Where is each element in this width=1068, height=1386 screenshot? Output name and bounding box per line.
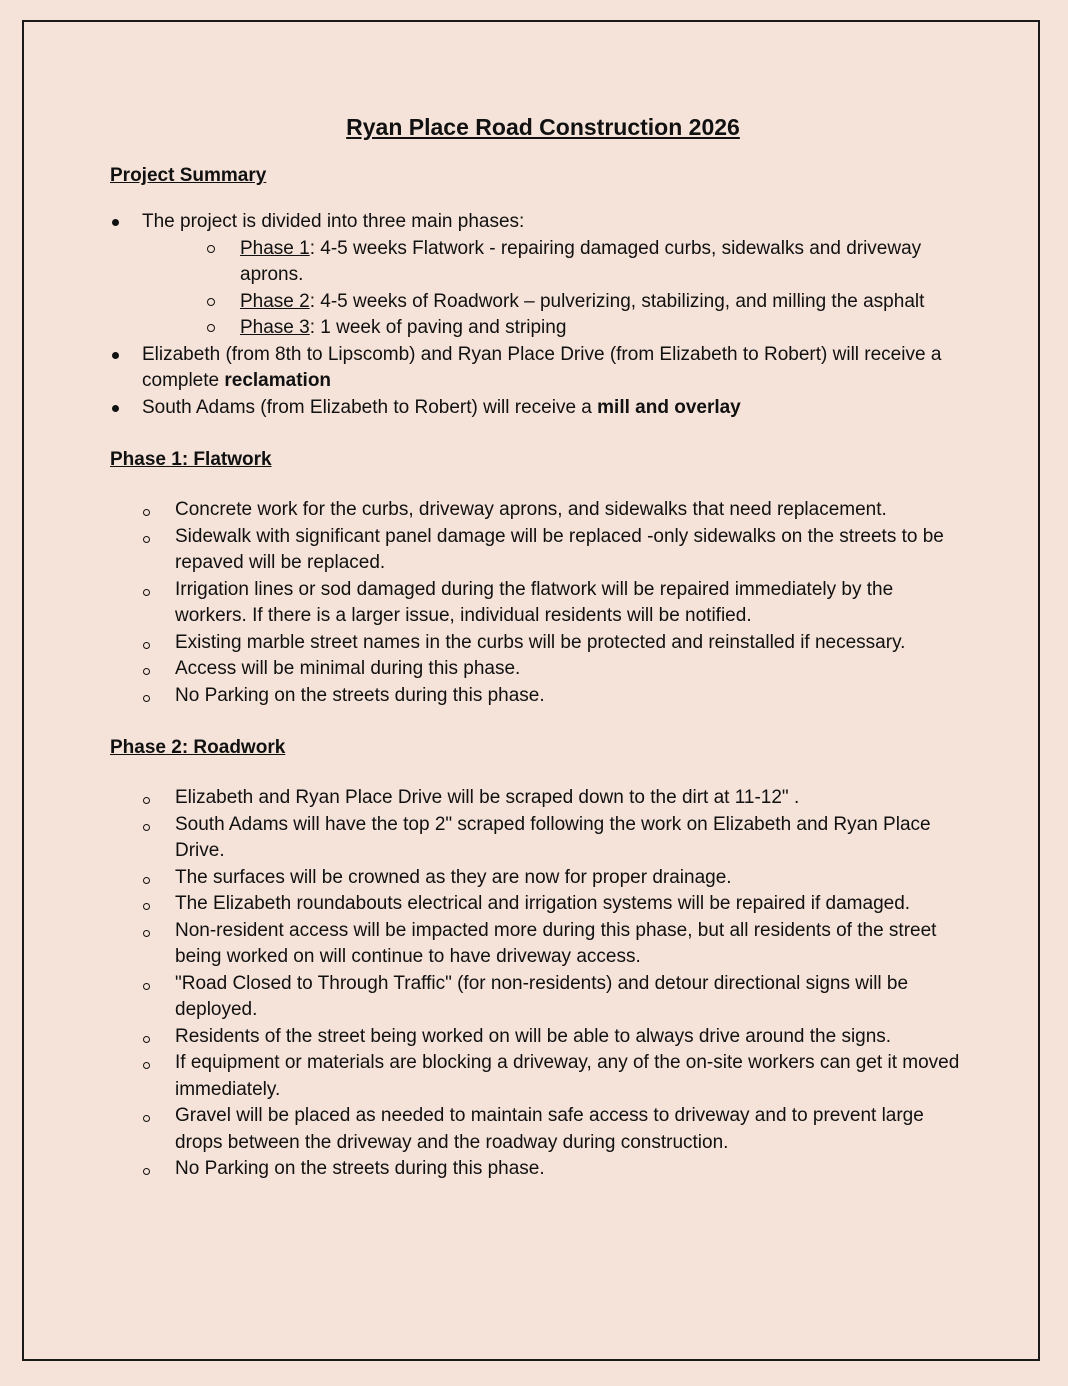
phase-1-heading: Phase 1: Flatwork [110,449,272,470]
list-item: Sidewalk with significant panel damage will be replaced -only sidewalks on the streets to be repaved will be replaced. [175,524,970,577]
summary-intro: The project is divided into three main phases: [142,211,525,232]
list-item: Residents of the street being worked on will be able to always drive around the signs. [175,1024,970,1051]
phase-2-label: Phase 2 [240,290,310,312]
phase-1-item [207,236,970,289]
phase-3-item [207,315,970,342]
phase-1-list [110,497,970,709]
document-body [110,112,970,1183]
summary-list [110,209,970,421]
page-title: Ryan Place Road Construction 2026 [346,114,740,140]
reclamation-item [110,342,970,395]
phase-list [142,236,970,342]
phase-2-item [207,289,970,316]
phase-2-heading: Phase 2: Roadwork [110,737,286,758]
list-item: The Elizabeth roundabouts electrical and irrigation systems will be repaired if damaged. [175,891,970,918]
mill-text: South Adams (from Elizabeth to Robert) will receive a [142,396,598,418]
phase-1-text: : 4-5 weeks Flatwork - repairing damaged curbs, sidewalks and driveway aprons. [240,237,922,285]
list-item: The surfaces will be crowned as they are now for proper drainage. [175,865,970,892]
list-item: Non-resident access will be impacted more during this phase, but all residents of the street being worked on will continue to have driveway access. [175,918,970,971]
list-item: No Parking on the streets during this phase. [175,683,970,710]
list-item: Existing marble street names in the curbs will be protected and reinstalled if necessary. [175,630,970,657]
list-item: "Road Closed to Through Traffic" (for non-residents) and detour directional signs will be deployed. [175,971,970,1024]
mill-item [110,395,970,422]
project-summary-heading: Project Summary [110,165,267,186]
list-item: Access will be minimal during this phase. [175,656,970,683]
list-item [110,209,970,342]
phase-3-text: : 1 week of paving and striping [309,317,567,338]
phase-2-text: : 4-5 weeks of Roadwork – pulverizing, stabilizing, and milling the asphalt [309,290,925,312]
reclamation-bold: reclamation [224,370,332,391]
list-item: If equipment or materials are blocking a driveway, any of the on-site workers can get it moved immediately. [175,1050,970,1103]
reclamation-text: Elizabeth (from 8th to Lipscomb) and Ryan Place Drive (from Elizabeth to Robert) will receive a complete [142,343,942,391]
list-item: Elizabeth and Ryan Place Drive will be scraped down to the dirt at 11-12" . [175,785,970,812]
list-item: No Parking on the streets during this phase. [175,1156,970,1183]
list-item: South Adams will have the top 2" scraped following the work on Elizabeth and Ryan Place Drive. [175,812,970,865]
list-item: Gravel will be placed as needed to maintain safe access to driveway and to prevent large drops between the driveway and the roadway during construction. [175,1103,970,1156]
phase-3-label: Phase 3 [240,317,310,338]
list-item: Irrigation lines or sod damaged during the flatwork will be repaired immediately by the workers. If there is a larger issue, individual residents will be notified. [175,577,970,630]
list-item: Concrete work for the curbs, driveway aprons, and sidewalks that need replacement. [175,497,970,524]
phase-1-label: Phase 1 [240,237,310,259]
mill-bold: mill and overlay [597,396,741,418]
phase-2-list [110,785,970,1183]
